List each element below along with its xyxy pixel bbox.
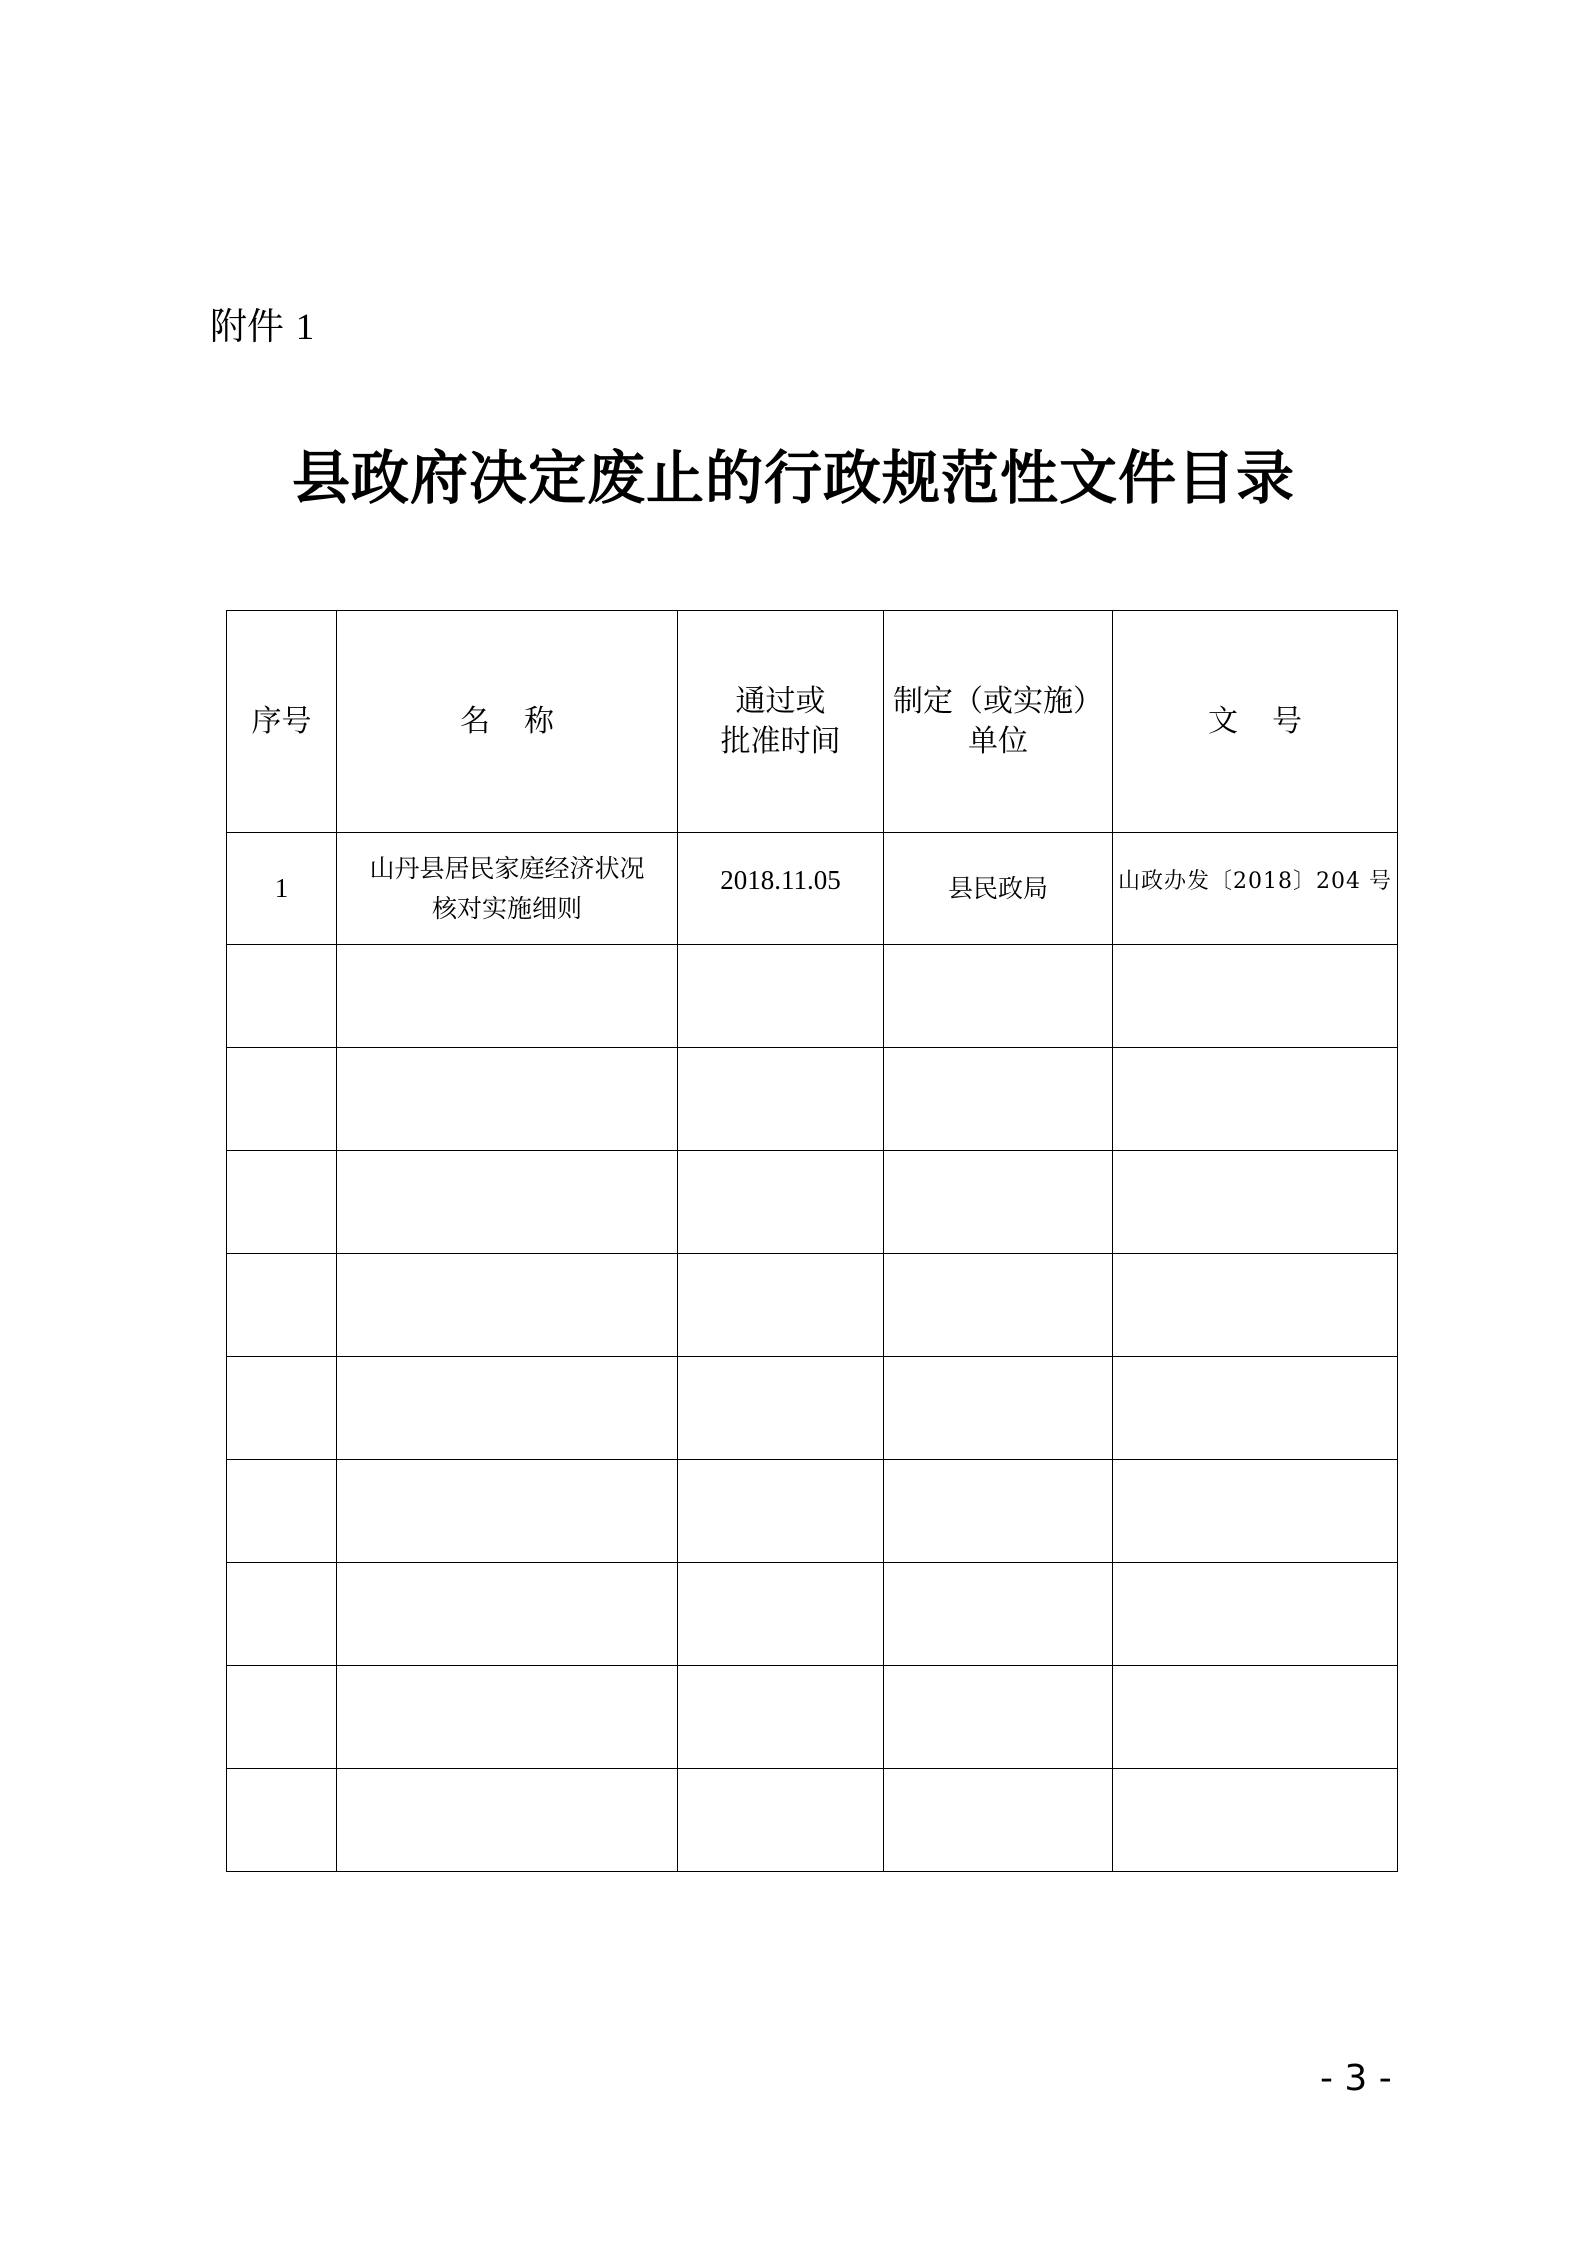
table-cell-empty bbox=[227, 1048, 337, 1151]
table-cell-empty bbox=[337, 1460, 678, 1563]
table-cell-empty bbox=[1113, 1357, 1398, 1460]
cell-date bbox=[678, 833, 884, 945]
table-cell-empty bbox=[678, 1460, 884, 1563]
table-cell-empty bbox=[1113, 1563, 1398, 1666]
table-cell-empty bbox=[227, 1666, 337, 1769]
cell-name bbox=[337, 833, 678, 945]
table-row-empty bbox=[227, 1254, 1398, 1357]
table-row-empty bbox=[227, 1048, 1398, 1151]
cell-name-line2: 核对实施细则 bbox=[431, 893, 582, 923]
header-name-label: 名称 bbox=[460, 703, 588, 739]
table-cell-empty bbox=[337, 1151, 678, 1254]
header-docno bbox=[1113, 611, 1398, 833]
table-cell-empty bbox=[678, 1254, 884, 1357]
table-cell-empty bbox=[337, 1254, 678, 1357]
table-cell-empty bbox=[884, 1460, 1113, 1563]
attachment-number: 1 bbox=[295, 307, 315, 348]
cell-unit bbox=[884, 833, 1113, 945]
table-cell-empty bbox=[884, 945, 1113, 1048]
table-cell-empty bbox=[678, 1563, 884, 1666]
table-row bbox=[227, 833, 1398, 945]
header-date bbox=[678, 611, 884, 833]
table-cell-empty bbox=[884, 1769, 1113, 1872]
table-row-empty bbox=[227, 1769, 1398, 1872]
document-title: 县政府决定废止的行政规范性文件目录 bbox=[291, 444, 1295, 512]
table-cell-empty bbox=[1113, 1048, 1398, 1151]
header-date-line2: 批准时间 bbox=[720, 723, 841, 759]
table-row-empty bbox=[227, 1357, 1398, 1460]
header-unit-line1: 制定（或实施） bbox=[893, 683, 1103, 719]
table-cell-empty bbox=[227, 1151, 337, 1254]
table-cell-empty bbox=[884, 1254, 1113, 1357]
cell-name-line1: 山丹县居民家庭经济状况 bbox=[369, 853, 645, 883]
table-cell-empty bbox=[1113, 1151, 1398, 1254]
table-cell-empty bbox=[678, 1666, 884, 1769]
table-cell-empty bbox=[1113, 1254, 1398, 1357]
cell-date-value: 2018.11.05 bbox=[720, 865, 841, 895]
table-cell-empty bbox=[227, 1563, 337, 1666]
table-cell-empty bbox=[884, 1666, 1113, 1769]
table-cell-empty bbox=[884, 1357, 1113, 1460]
header-index-label: 序号 bbox=[251, 703, 312, 739]
header-unit-line2: 单位 bbox=[968, 723, 1028, 759]
table-cell-empty bbox=[337, 945, 678, 1048]
table-cell-empty bbox=[227, 1460, 337, 1563]
cell-docno-value: 山政办发〔2018〕204 号 bbox=[1118, 868, 1392, 894]
table-cell-empty bbox=[337, 1563, 678, 1666]
table-cell-empty bbox=[227, 1769, 337, 1872]
table-cell-empty bbox=[884, 1563, 1113, 1666]
table-header-row bbox=[227, 611, 1398, 833]
table-row-empty bbox=[227, 1666, 1398, 1769]
table-cell-empty bbox=[337, 1666, 678, 1769]
cell-unit-value: 县民政局 bbox=[947, 873, 1048, 903]
table-row-empty bbox=[227, 1563, 1398, 1666]
table-cell-empty bbox=[337, 1357, 678, 1460]
table-cell-empty bbox=[678, 1769, 884, 1872]
table-cell-empty bbox=[678, 1357, 884, 1460]
table-cell-empty bbox=[227, 1357, 337, 1460]
table-cell-empty bbox=[337, 1769, 678, 1872]
attachment-prefix: 附件 bbox=[210, 305, 284, 348]
table-cell-empty bbox=[1113, 1460, 1398, 1563]
header-unit bbox=[884, 611, 1113, 833]
table-cell-empty bbox=[678, 1151, 884, 1254]
header-docno-label: 文号 bbox=[1208, 703, 1336, 739]
attachment-label bbox=[210, 302, 314, 353]
page-number: - 3 - bbox=[1320, 2058, 1392, 2099]
cell-index-value: 1 bbox=[274, 873, 289, 903]
cell-docno bbox=[1113, 833, 1398, 945]
table-cell-empty bbox=[1113, 1769, 1398, 1872]
catalog-table bbox=[226, 610, 1398, 1872]
header-name bbox=[337, 611, 678, 833]
table-cell-empty bbox=[1113, 945, 1398, 1048]
table-cell-empty bbox=[678, 945, 884, 1048]
table-cell-empty bbox=[1113, 1666, 1398, 1769]
cell-index bbox=[227, 833, 337, 945]
table-cell-empty bbox=[884, 1151, 1113, 1254]
header-index bbox=[227, 611, 337, 833]
table-row-empty bbox=[227, 1460, 1398, 1563]
table-cell-empty bbox=[678, 1048, 884, 1151]
table-cell-empty bbox=[337, 1048, 678, 1151]
table-cell-empty bbox=[884, 1048, 1113, 1151]
header-date-line1: 通过或 bbox=[735, 683, 826, 719]
table-row-empty bbox=[227, 945, 1398, 1048]
table-cell-empty bbox=[227, 945, 337, 1048]
table-cell-empty bbox=[227, 1254, 337, 1357]
table-body bbox=[227, 833, 1398, 1872]
table-row-empty bbox=[227, 1151, 1398, 1254]
